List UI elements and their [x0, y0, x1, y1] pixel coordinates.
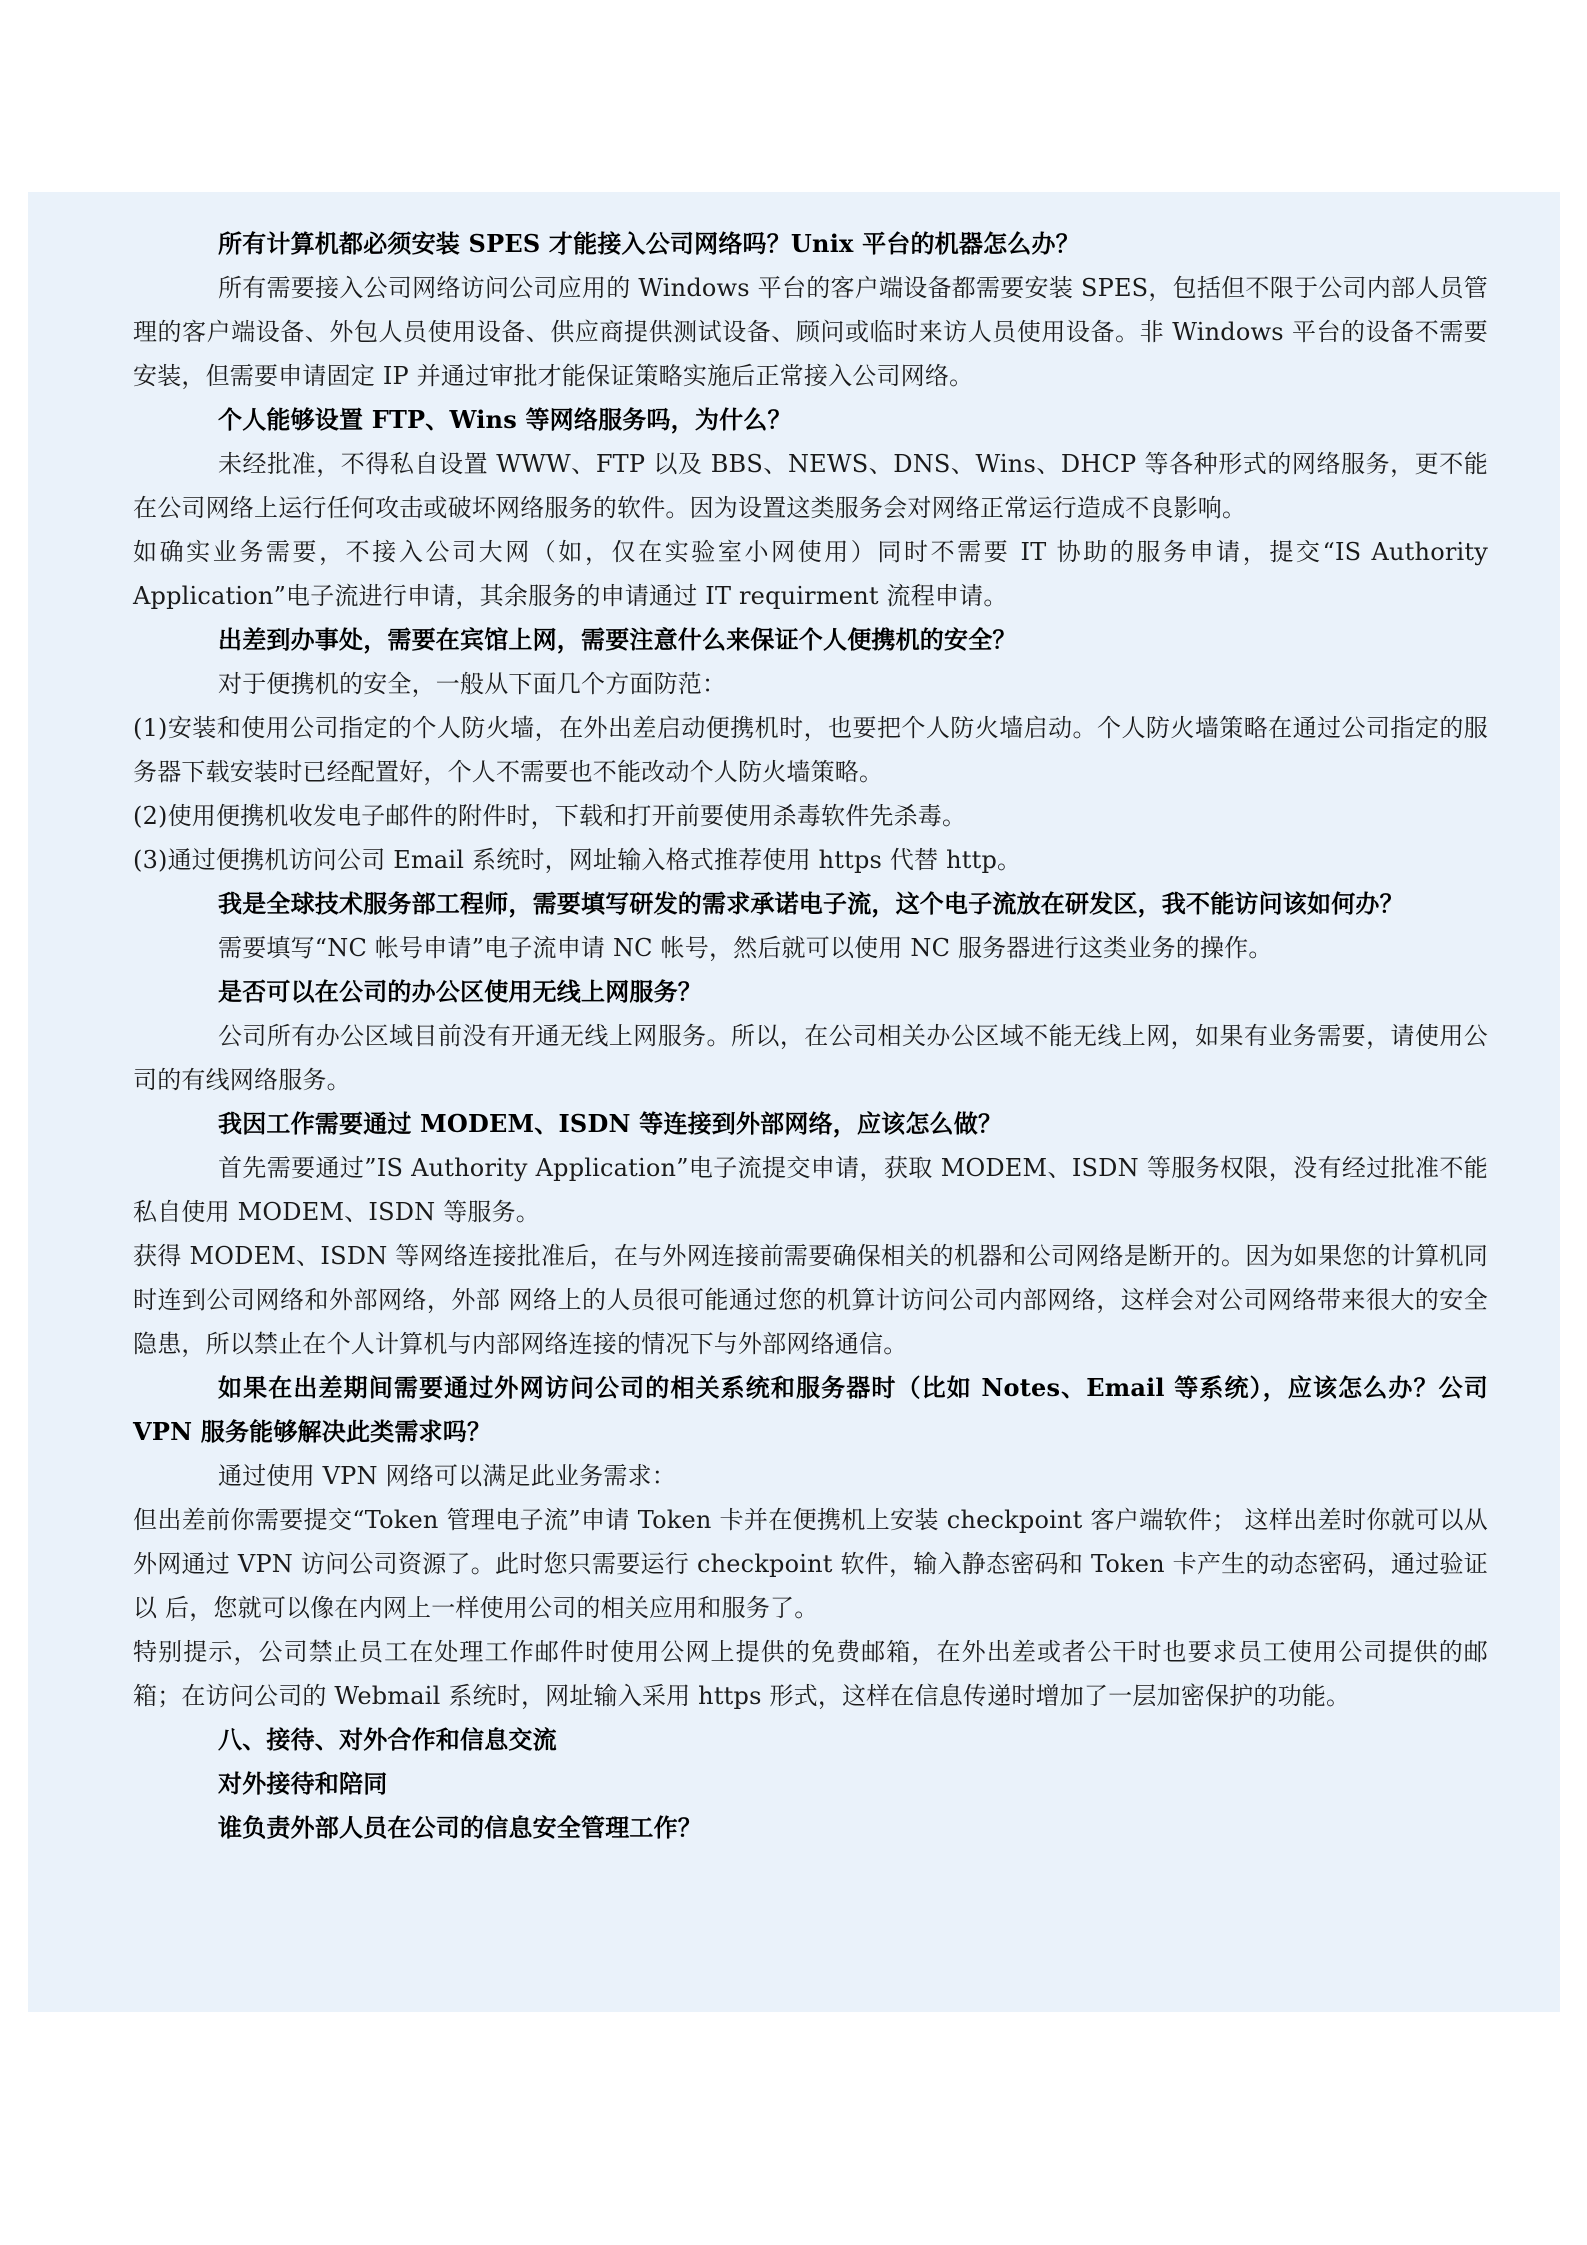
faq-answer-paragraph: 获得 MODEM、ISDN 等网络连接批准后，在与外网连接前需要确保相关的机器和公司网络是断开的。因为如果您的计算机同时连到公司网络和外部网络，外部 网络上的人员很可能通过您的机算计访问公司内部网络，这样会对公司网络带来很大的安全隐患，所以禁止在个人计算机与内部网络连接的情况下与外部网络通信。	[133, 1242, 1488, 1358]
faq-answer-paragraph: 如确实业务需要，不接入公司大网（如，仅在实验室小网使用）同时不需要 IT 协助的服务申请，提交“IS Authority Application”电子流进行申请，其余服务的申请通过 IT requirment 流程申请。	[133, 538, 1488, 610]
faq-answer-paragraph: 但出差前你需要提交“Token 管理电子流”申请 Token 卡并在便携机上安装 checkpoint 客户端软件； 这样出差时你就可以从外网通过 VPN 访问公司资源了。此时您只需要运行 checkpoint 软件，输入静态密码和 Token 卡产生的动态密码，通过验证以 后，您就可以像在内网上一样使用公司的相关应用和服务了。	[133, 1506, 1488, 1622]
faq-answer-paragraph: 对于便携机的安全，一般从下面几个方面防范：	[218, 670, 727, 698]
faq-answer-paragraph: 需要填写“NC 帐号申请”电子流申请 NC 帐号，然后就可以使用 NC 服务器进行这类业务的操作。	[218, 934, 1273, 962]
faq-question-visitor-security: 谁负责外部人员在公司的信息安全管理工作？	[218, 1813, 702, 1842]
faq-question-modem-isdn: 我因工作需要通过 MODEM、ISDN 等连接到外部网络，应该怎么做？	[218, 1109, 1003, 1138]
faq-question-rd-eflow: 我是全球技术服务部工程师，需要填写研发的需求承诺电子流，这个电子流放在研发区，我不能访问该如何办？	[218, 889, 1404, 918]
document-body	[133, 222, 1488, 1850]
subsection-heading: 对外接待和陪同	[218, 1769, 388, 1798]
faq-answer-list-item: (3)通过便携机访问公司 Email 系统时，网址输入格式推荐使用 https 代替 http。	[133, 846, 1022, 874]
faq-question-vpn: 如果在出差期间需要通过外网访问公司的相关系统和服务器时（比如 Notes、Email 等系统），应该怎么办？公司 VPN 服务能够解决此类需求吗？	[133, 1373, 1488, 1446]
faq-question-ftp-wins: 个人能够设置 FTP、Wins 等网络服务吗，为什么？	[218, 405, 792, 434]
document-content-box	[28, 192, 1560, 2012]
faq-answer-paragraph: 未经批准，不得私自设置 WWW、FTP 以及 BBS、NEWS、DNS、Wins、DHCP 等各种形式的网络服务，更不能在公司网络上运行任何攻击或破坏网络服务的软件。因为设置这类服务会对网络正常运行造成不良影响。	[133, 450, 1488, 522]
faq-answer-paragraph: 公司所有办公区域目前没有开通无线上网服务。所以，在公司相关办公区域不能无线上网，如果有业务需要，请使用公司的有线网络服务。	[133, 1022, 1488, 1094]
faq-answer-paragraph: 通过使用 VPN 网络可以满足此业务需求：	[218, 1462, 676, 1490]
faq-answer-paragraph: 首先需要通过”IS Authority Application”电子流提交申请，获取 MODEM、ISDN 等服务权限，没有经过批准不能私自使用 MODEM、ISDN 等服务。	[133, 1154, 1488, 1226]
faq-question-wireless: 是否可以在公司的办公区使用无线上网服务？	[218, 977, 702, 1006]
faq-answer-list-item: (1)安装和使用公司指定的个人防火墙，在外出差启动便携机时，也要把个人防火墙启动。个人防火墙策略在通过公司指定的服务器下载安装时已经配置好，个人不需要也不能改动个人防火墙策略。	[133, 714, 1488, 786]
faq-answer-paragraph: 特别提示，公司禁止员工在处理工作邮件时使用公网上提供的免费邮箱，在外出差或者公干时也要求员工使用公司提供的邮箱；在访问公司的 Webmail 系统时，网址输入采用 https 形式，这样在信息传递时增加了一层加密保护的功能。	[133, 1638, 1488, 1710]
faq-question-spes: 所有计算机都必须安装 SPES 才能接入公司网络吗？Unix 平台的机器怎么办？	[218, 229, 1080, 258]
section-heading: 八、接待、对外合作和信息交流	[218, 1725, 557, 1754]
faq-question-hotel-laptop: 出差到办事处，需要在宾馆上网，需要注意什么来保证个人便携机的安全？	[218, 625, 1017, 654]
faq-answer-list-item: (2)使用便携机收发电子邮件的附件时，下载和打开前要使用杀毒软件先杀毒。	[133, 802, 967, 830]
faq-answer-paragraph: 所有需要接入公司网络访问公司应用的 Windows 平台的客户端设备都需要安装 SPES，包括但不限于公司内部人员管理的客户端设备、外包人员使用设备、供应商提供测试设备、顾问或临时来访人员使用设备。非 Windows 平台的设备不需要安装，但需要申请固定 IP 并通过审批才能保证策略实施后正常接入公司网络。	[133, 274, 1488, 390]
